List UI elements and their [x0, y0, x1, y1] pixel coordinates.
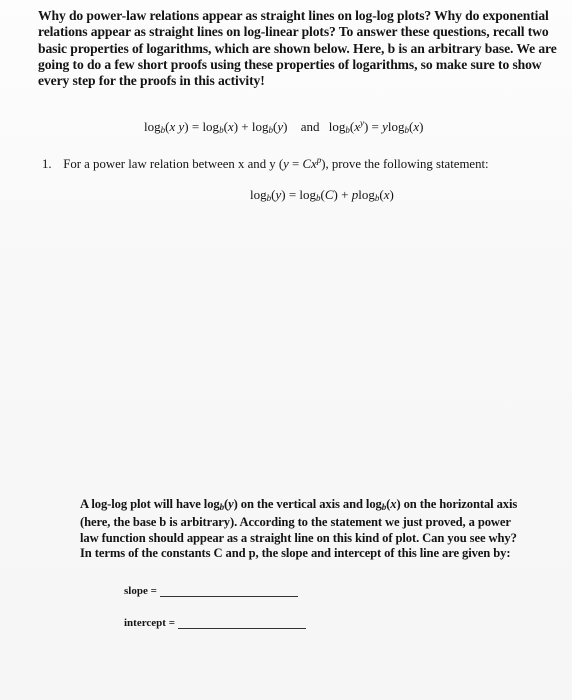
slope-answer-line[interactable] — [160, 586, 298, 597]
intercept-answer — [124, 617, 306, 629]
statement-to-prove: $\log_b(y) = \log_b(C) + plog_b(x)$ — [250, 187, 394, 203]
question-1 — [42, 155, 562, 172]
question-number: 1. — [42, 157, 52, 171]
log-log-paragraph: A log-log plot will have $\log_b(y)$ on the vertical axis and $\log_b(x)$ on the horizontal axis (here, the base b is arbitrary). According to the statement we just proved, a power law function should appear as a straight line on this kind of plot. Can you see why? In terms of the constants C and p, the slope and intercept of this line are given by: — [80, 497, 518, 560]
bleed-through-text — [60, 128, 63, 143]
intercept-label: intercept = — [124, 617, 175, 629]
power-rule-equation: $\log_b(x^y) = ylog_b(x)$ — [328, 118, 424, 135]
intercept-answer-line[interactable] — [178, 618, 306, 629]
intro-paragraph: Why do power-law relations appear as straight lines on log-log plots? Why do exponential relations appear as straight lines on log-linear plots? To answer these questions, recall two basic properties of logarithms, which are shown below. Here, b is an arbitrary base. We are going to do a few short proofs using these properties of logarithms, so make sure to show every step for the proofs in this activity! — [38, 8, 557, 89]
question-prompt: For a power law relation between x and y $(y = Cx^p)$, prove the following statement: — [63, 155, 489, 171]
slope-answer — [124, 585, 298, 597]
connector-word: and — [300, 119, 320, 134]
slope-label: slope = — [124, 585, 157, 597]
product-rule-equation: $\log_b(x$ $y) = \log_b(x) + \log_b(y)$ — [144, 119, 291, 135]
logarithm-properties — [144, 118, 424, 135]
